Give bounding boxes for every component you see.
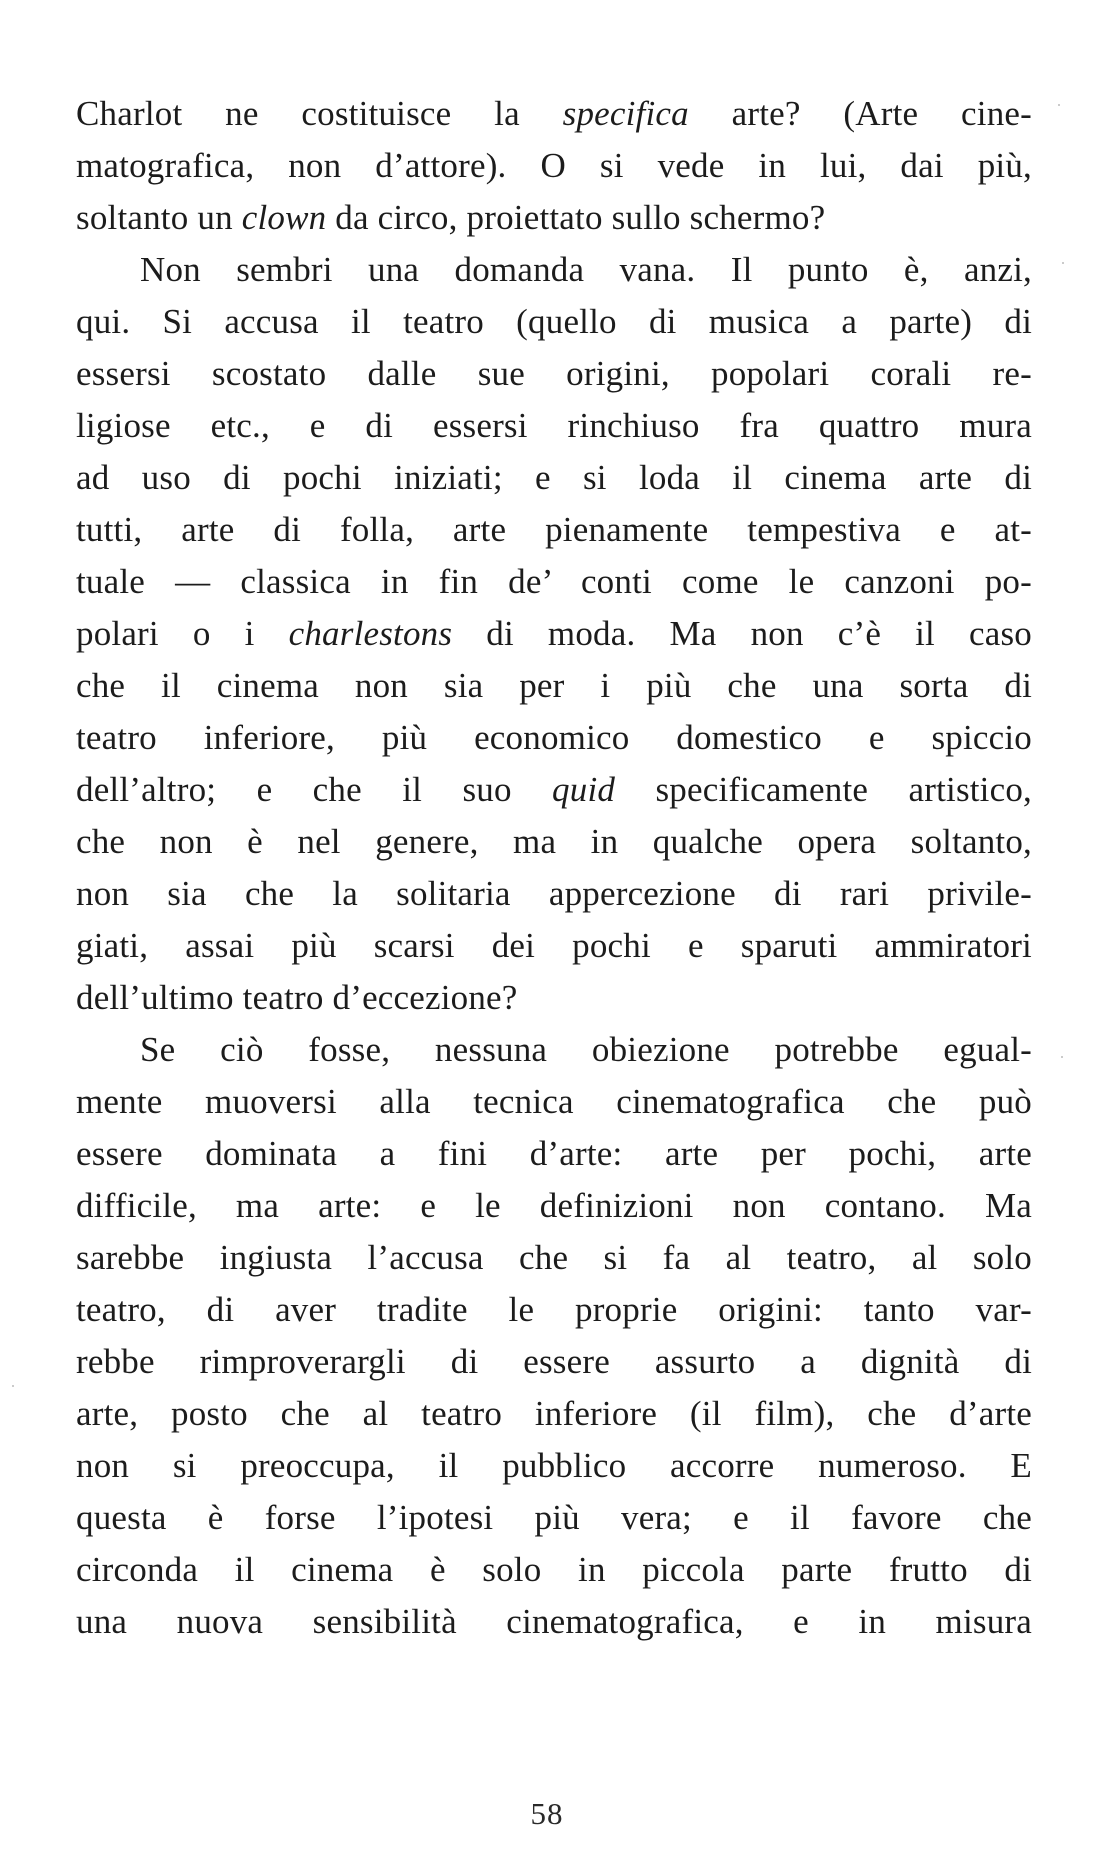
text-line — [76, 1180, 1032, 1232]
text-run: Non sembri una domanda vana. Il punto è, anzi, — [140, 250, 1032, 289]
text-line — [76, 1544, 1032, 1596]
text-line — [76, 1076, 1032, 1128]
text-run: matografica, non d’attore). O si vede in lui, dai più, — [76, 146, 1032, 185]
text-line — [76, 140, 1032, 192]
text-line — [76, 556, 1032, 608]
text-line — [76, 1388, 1032, 1440]
text-line — [76, 88, 1032, 140]
text-line — [76, 712, 1032, 764]
text-run: rebbe rimproverargli di essere assurto a dignità di — [76, 1342, 1032, 1381]
text-run: essere dominata a fini d’arte: arte per pochi, arte — [76, 1134, 1032, 1173]
text-line — [76, 1232, 1032, 1284]
text-line — [76, 972, 1032, 1024]
text-run: arte, posto che al teatro inferiore (il film), che d’arte — [76, 1394, 1032, 1433]
text-line — [76, 1440, 1032, 1492]
text-run: qui. Si accusa il teatro (quello di musica a parte) di — [76, 302, 1032, 341]
text-line — [76, 1596, 1032, 1648]
text-line — [76, 868, 1032, 920]
text-line — [76, 1492, 1032, 1544]
italic-term: specifica — [562, 94, 689, 133]
text-run: che non è nel genere, ma in qualche opera soltanto, — [76, 822, 1032, 861]
text-run: soltanto un — [76, 198, 242, 237]
text-run: specificamente artistico, — [615, 770, 1032, 809]
scan-speck — [1061, 1056, 1063, 1058]
text-run: Charlot ne costituisce la — [76, 94, 563, 133]
text-run: circonda il cinema è solo in piccola parte frutto di — [76, 1550, 1032, 1589]
scan-speck — [1062, 262, 1064, 264]
text-run: difficile, ma arte: e le definizioni non contano. Ma — [76, 1186, 1032, 1225]
text-line — [76, 1336, 1032, 1388]
text-line — [76, 452, 1032, 504]
text-run: da circo, proiettato sullo schermo? — [326, 198, 826, 237]
text-line — [76, 348, 1032, 400]
text-run: non sia che la solitaria appercezione di rari privile- — [76, 874, 1032, 913]
text-line — [76, 504, 1032, 556]
text-run: questa è forse l’ipotesi più vera; e il favore che — [76, 1498, 1032, 1537]
text-run: tutti, arte di folla, arte pienamente tempestiva e at- — [76, 510, 1032, 549]
text-line — [76, 608, 1032, 660]
italic-term: quid — [552, 770, 616, 809]
italic-term: clown — [241, 198, 327, 237]
text-run: tuale — classica in fin de’ conti come le canzoni po- — [76, 562, 1032, 601]
italic-term: charlestons — [288, 614, 453, 653]
text-run: Se ciò fosse, nessuna obiezione potrebbe egual- — [140, 1030, 1032, 1069]
text-run: dell’ultimo teatro d’eccezione? — [76, 978, 518, 1017]
text-run: giati, assai più scarsi dei pochi e sparuti ammiratori — [76, 926, 1032, 965]
text-run: non si preoccupa, il pubblico accorre numeroso. E — [76, 1446, 1032, 1485]
text-line — [76, 660, 1032, 712]
scan-speck — [12, 1385, 14, 1387]
text-line — [76, 400, 1032, 452]
text-line — [76, 244, 1032, 296]
text-run: teatro, di aver tradite le proprie origini: tanto var- — [76, 1290, 1032, 1329]
text-run: mente muoversi alla tecnica cinematografica che può — [76, 1082, 1032, 1121]
text-run: di moda. Ma non c’è il caso — [452, 614, 1032, 653]
text-run: sarebbe ingiusta l’accusa che si fa al teatro, al solo — [76, 1238, 1032, 1277]
text-run: teatro inferiore, più economico domestico e spiccio — [76, 718, 1032, 757]
text-line — [76, 1284, 1032, 1336]
text-line — [76, 920, 1032, 972]
text-line — [76, 1024, 1032, 1076]
text-run: ligiose etc., e di essersi rinchiuso fra quattro mura — [76, 406, 1032, 445]
text-run: ad uso di pochi iniziati; e si loda il cinema arte di — [76, 458, 1032, 497]
text-line — [76, 192, 1032, 244]
page-number: 58 — [530, 1796, 564, 1831]
text-line — [76, 296, 1032, 348]
text-run: dell’altro; e che il suo — [76, 770, 553, 809]
text-line — [76, 1128, 1032, 1180]
text-run: che il cinema non sia per i più che una sorta di — [76, 666, 1032, 705]
text-run: arte? (Arte cine- — [688, 94, 1033, 133]
text-run: una nuova sensibilità cinematografica, e in misura — [76, 1602, 1032, 1641]
text-line — [76, 764, 1032, 816]
text-run: essersi scostato dalle sue origini, popolari corali re- — [76, 354, 1032, 393]
text-line — [76, 816, 1032, 868]
text-run: polari o i — [76, 614, 289, 653]
scan-speck — [1058, 104, 1060, 106]
